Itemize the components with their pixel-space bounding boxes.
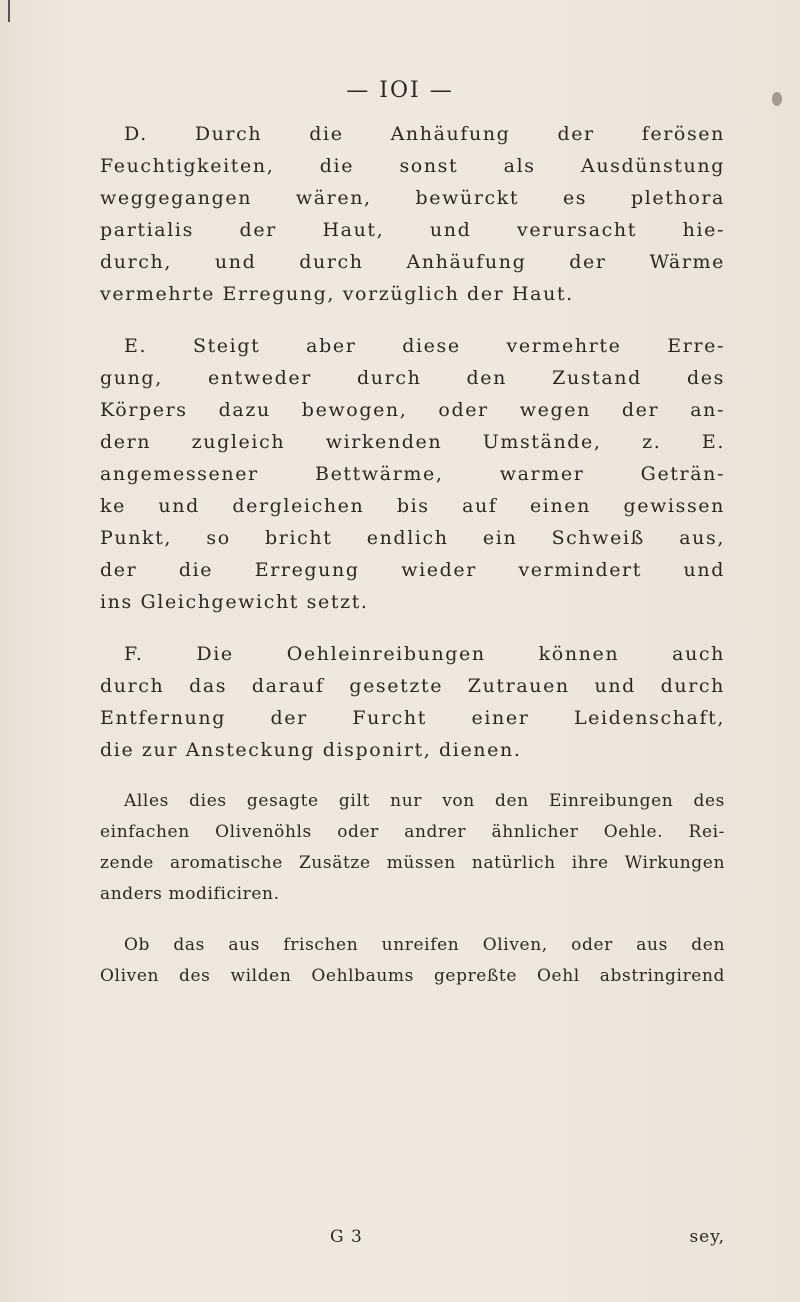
- note-paragraph-2: [100, 930, 725, 992]
- text-block: [100, 118, 725, 1012]
- paragraph-f: [100, 638, 725, 766]
- text-line: durch das darauf gesetzte Zutrauen und durch: [100, 675, 725, 697]
- note-paragraph-1: [100, 786, 725, 910]
- text-line: Körpers dazu bewogen, oder wegen der an-: [100, 399, 725, 421]
- text-line: ins Gleichgewicht setzt.: [100, 591, 369, 613]
- text-line: partialis der Haut, und verursacht hie-: [100, 219, 725, 241]
- ink-smudge: [772, 92, 782, 106]
- text-line: durch, und durch Anhäufung der Wärme: [100, 251, 725, 273]
- text-line: F. Die Oehleinreibungen können auch: [124, 643, 725, 665]
- text-line: Ob das aus frischen unreifen Oliven, oder aus den: [124, 935, 725, 955]
- text-line: die zur Ansteckung disponirt, dienen.: [100, 739, 522, 761]
- text-line: zende aromatische Zusätze müssen natürlich ihre Wirkungen: [100, 853, 725, 873]
- text-line: angemessener Bettwärme, warmer Geträn-: [100, 463, 725, 485]
- text-line: ke und dergleichen bis auf einen gewissen: [100, 495, 725, 517]
- text-line: der die Erregung wieder vermindert und: [100, 559, 725, 581]
- text-line: einfachen Olivenöhls oder andrer ähnlicher Oehle. Rei-: [100, 822, 725, 842]
- text-line: dern zugleich wirkenden Umstände, z. E.: [100, 431, 725, 453]
- signature-mark: G 3: [330, 1227, 363, 1247]
- page-number: — IOI —: [346, 78, 454, 103]
- text-line: Oliven des wilden Oehlbaums gepreßte Oehl abstringirend: [100, 966, 725, 986]
- edge-mark: [8, 0, 10, 22]
- paragraph-e: [100, 330, 725, 618]
- text-line: gung, entweder durch den Zustand des: [100, 367, 725, 389]
- text-line: Feuchtigkeiten, die sonst als Ausdünstung: [100, 155, 725, 177]
- text-line: weggegangen wären, bewürckt es plethora: [100, 187, 725, 209]
- catchword: sey,: [689, 1227, 725, 1247]
- text-line: Entfernung der Furcht einer Leidenschaft,: [100, 707, 725, 729]
- text-line: E. Steigt aber diese vermehrte Erre-: [124, 335, 725, 357]
- text-line: Punkt, so bricht endlich ein Schweiß aus,: [100, 527, 725, 549]
- paragraph-d: [100, 118, 725, 310]
- text-line: Alles dies gesagte gilt nur von den Einreibungen des: [124, 791, 725, 811]
- text-line: D. Durch die Anhäufung der ferösen: [124, 123, 725, 145]
- text-line: anders modificiren.: [100, 884, 280, 904]
- text-line: vermehrte Erregung, vorzüglich der Haut.: [100, 283, 574, 305]
